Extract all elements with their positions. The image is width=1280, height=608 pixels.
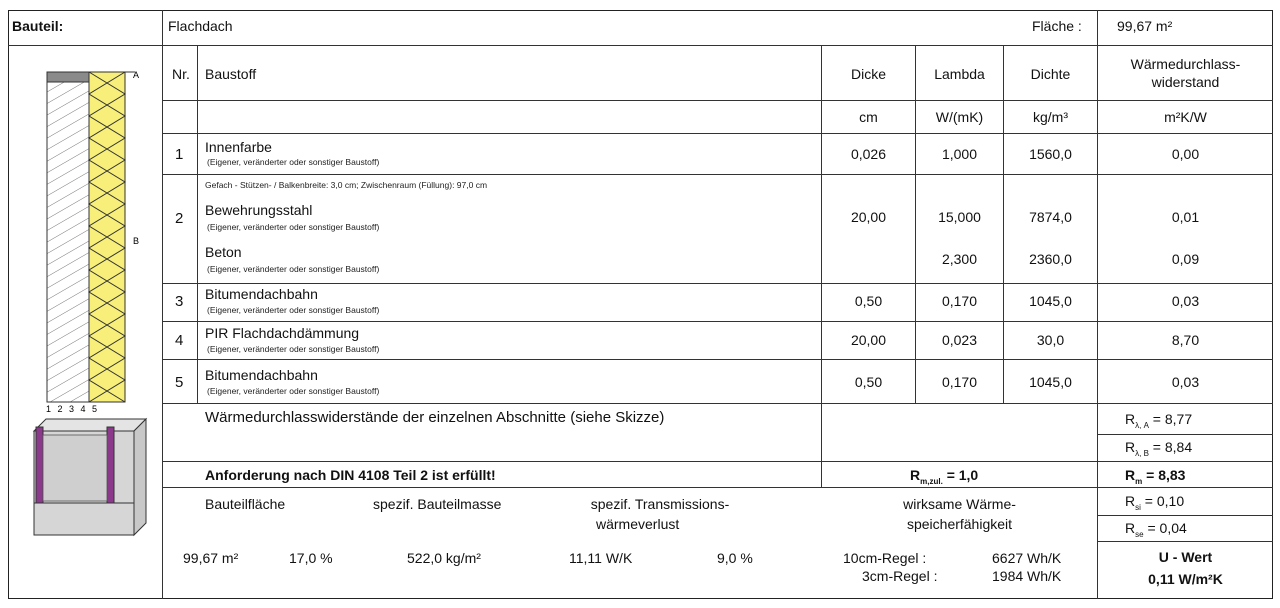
- nr-divider: [197, 45, 198, 403]
- unit-dichte: kg/m³: [1033, 109, 1068, 125]
- col-header-divider: [162, 100, 1273, 101]
- rm-value: $R_m = 8,83$: [1125, 467, 1186, 486]
- col-lambda: Lambda: [934, 66, 985, 82]
- row-4-name: PIR Flachdachdämmung: [205, 325, 360, 341]
- r-lambda-a: $R_{\lambda, A} = 8,77$: [1125, 411, 1193, 430]
- col-dicke: Dicke: [850, 66, 886, 82]
- summary-bauteilmasse-label: spezif. Bauteilmasse: [373, 496, 502, 512]
- col-baustoff: Baustoff: [205, 66, 257, 82]
- regel10-value: 6627 Wh/K: [992, 550, 1062, 566]
- row-3-dichte: 1045,0: [1029, 293, 1072, 309]
- row-4-lambda: 0,023: [941, 332, 978, 348]
- row-1-dichte: 1560,0: [1029, 146, 1072, 162]
- layer-sketch: [15, 64, 155, 414]
- summary-trans-value: 11,11 W/K: [569, 550, 633, 566]
- row-2-gefach: Gefach - Stützen- / Balkenbreite: 3,0 cm; Zwischenraum (Füllung): 97,0 cm: [205, 180, 488, 190]
- steel-beam-left: [36, 427, 43, 503]
- summary-speicher-label-2: speicherfähigkeit: [906, 516, 1013, 532]
- summary-speicher-label-1: wirksame Wärme-: [903, 496, 1016, 512]
- regel3-label: 3cm-Regel :: [862, 568, 938, 584]
- unit-dicke: cm: [859, 109, 878, 125]
- row-1-note: (Eigener, veränderter oder sonstiger Baustoff): [207, 157, 380, 167]
- summary-masse-value: 522,0 kg/m²: [407, 550, 481, 566]
- row-5-dichte: 1045,0: [1029, 374, 1072, 390]
- summary-flaeche-pct: 17,0 %: [289, 550, 333, 566]
- row-2-note2: (Eigener, veränderter oder sonstiger Baustoff): [207, 264, 380, 274]
- row1-divider: [162, 174, 1273, 175]
- row5-divider: [162, 403, 1273, 404]
- flaeche-value: 99,67 m²: [1117, 18, 1173, 34]
- row-3-lambda: 0,170: [941, 293, 978, 309]
- rse-value: $R_{se} = 0,04$: [1125, 520, 1187, 539]
- row-2-r2: 0,09: [1171, 251, 1200, 267]
- row-2-name: Bewehrungsstahl: [205, 202, 313, 218]
- summary-trans-label-1: spezif. Transmissions-: [590, 496, 730, 512]
- row-1-r: 0,00: [1171, 146, 1200, 162]
- sketch-label-b: B: [133, 236, 140, 246]
- row-2-note: (Eigener, veränderter oder sonstiger Baustoff): [207, 222, 380, 232]
- row-3-r: 0,03: [1171, 293, 1200, 309]
- rsi-divider: [1097, 515, 1273, 516]
- steel-beam-right: [107, 427, 114, 503]
- col-waerme-1: Wärmedurchlass-: [1130, 56, 1241, 72]
- row-5-lambda: 0,170: [941, 374, 978, 390]
- row-5-nr: 5: [175, 374, 184, 391]
- req-bottom-divider: [162, 487, 1273, 488]
- requirement-text: Anforderung nach DIN 4108 Teil 2 ist erfüllt!: [205, 467, 496, 483]
- row-2-dichte2: 2360,0: [1029, 251, 1072, 267]
- bauteil-label: Bauteil:: [12, 18, 64, 34]
- rsi-value: $R_{si} = 0,10$: [1125, 493, 1185, 512]
- sketch-divider: [162, 10, 163, 599]
- rm-zul: $R_{m,zul.} = 1,0$: [910, 467, 979, 486]
- row-2-dichte: 7874,0: [1029, 209, 1072, 225]
- unit-lambda: W/(mK): [935, 109, 984, 125]
- rse-divider: [1097, 541, 1273, 542]
- row-3-dicke: 0,50: [854, 293, 883, 309]
- row3-divider: [162, 321, 1273, 322]
- row-2-nr: 2: [175, 210, 184, 227]
- row-5-name: Bitumendachbahn: [205, 367, 318, 383]
- concrete-layer: [47, 72, 89, 402]
- row-4-note: (Eigener, veränderter oder sonstiger Baustoff): [207, 344, 380, 354]
- u-label: U - Wert: [1158, 549, 1213, 565]
- req-top-divider: [162, 461, 1273, 462]
- sections-label: Wärmedurchlasswiderstände der einzelnen Abschnitte (siehe Skizze): [205, 409, 665, 426]
- row-5-note: (Eigener, veränderter oder sonstiger Baustoff): [207, 386, 380, 396]
- row-1-lambda: 1,000: [941, 146, 978, 162]
- row-3-name: Bitumendachbahn: [205, 286, 318, 302]
- row-4-nr: 4: [175, 332, 184, 349]
- summary-bauteilflaeche-label: Bauteilfläche: [205, 496, 286, 512]
- col-nr: Nr.: [172, 66, 190, 82]
- regel3-value: 1984 Wh/K: [992, 568, 1062, 584]
- row-1-nr: 1: [175, 146, 184, 163]
- units-divider: [162, 133, 1273, 134]
- row-2-lambda: 15,000: [938, 209, 981, 225]
- row2-divider: [162, 283, 1273, 284]
- col-waerme-2: widerstand: [1151, 74, 1220, 90]
- section-sketch-3d: [28, 415, 153, 540]
- col-dichte: Dichte: [1030, 66, 1071, 82]
- row-2-lambda2: 2,300: [941, 251, 978, 267]
- summary-trans-pct: 9,0 %: [717, 550, 753, 566]
- summary-trans-label-2: wärmeverlust: [596, 516, 680, 532]
- bauteil-value: Flachdach: [168, 18, 233, 34]
- row-5-dicke: 0,50: [854, 374, 883, 390]
- row-2-r: 0,01: [1171, 209, 1200, 225]
- sketch-layer-numbers: 1 2 3 4 5: [46, 404, 100, 414]
- row-4-dichte: 30,0: [1036, 332, 1065, 348]
- regel10-label: 10cm-Regel :: [843, 550, 927, 566]
- row-2-name2: Beton: [205, 244, 242, 260]
- u-value: 0,11 W/m²K: [1148, 571, 1223, 587]
- row-4-dicke: 20,00: [850, 332, 887, 348]
- steel-strip: [47, 72, 89, 82]
- flaeche-label: Fläche :: [1032, 18, 1082, 34]
- summary-flaeche-value: 99,67 m²: [183, 550, 239, 566]
- row-5-r: 0,03: [1171, 374, 1200, 390]
- unit-waerme: m²K/W: [1164, 109, 1207, 125]
- row-4-r: 8,70: [1171, 332, 1200, 348]
- row-1-name: Innenfarbe: [205, 139, 272, 155]
- row4-divider: [162, 359, 1273, 360]
- sketch-label-a: A: [133, 70, 140, 80]
- row-1-dicke: 0,026: [850, 146, 887, 162]
- r-lambda-b: $R_{\lambda, B} = 8,84$: [1125, 439, 1193, 458]
- row-2-dicke: 20,00: [850, 209, 887, 225]
- row-3-note: (Eigener, veränderter oder sonstiger Baustoff): [207, 305, 380, 315]
- row-3-nr: 3: [175, 293, 184, 310]
- rb-divider: [1097, 434, 1273, 435]
